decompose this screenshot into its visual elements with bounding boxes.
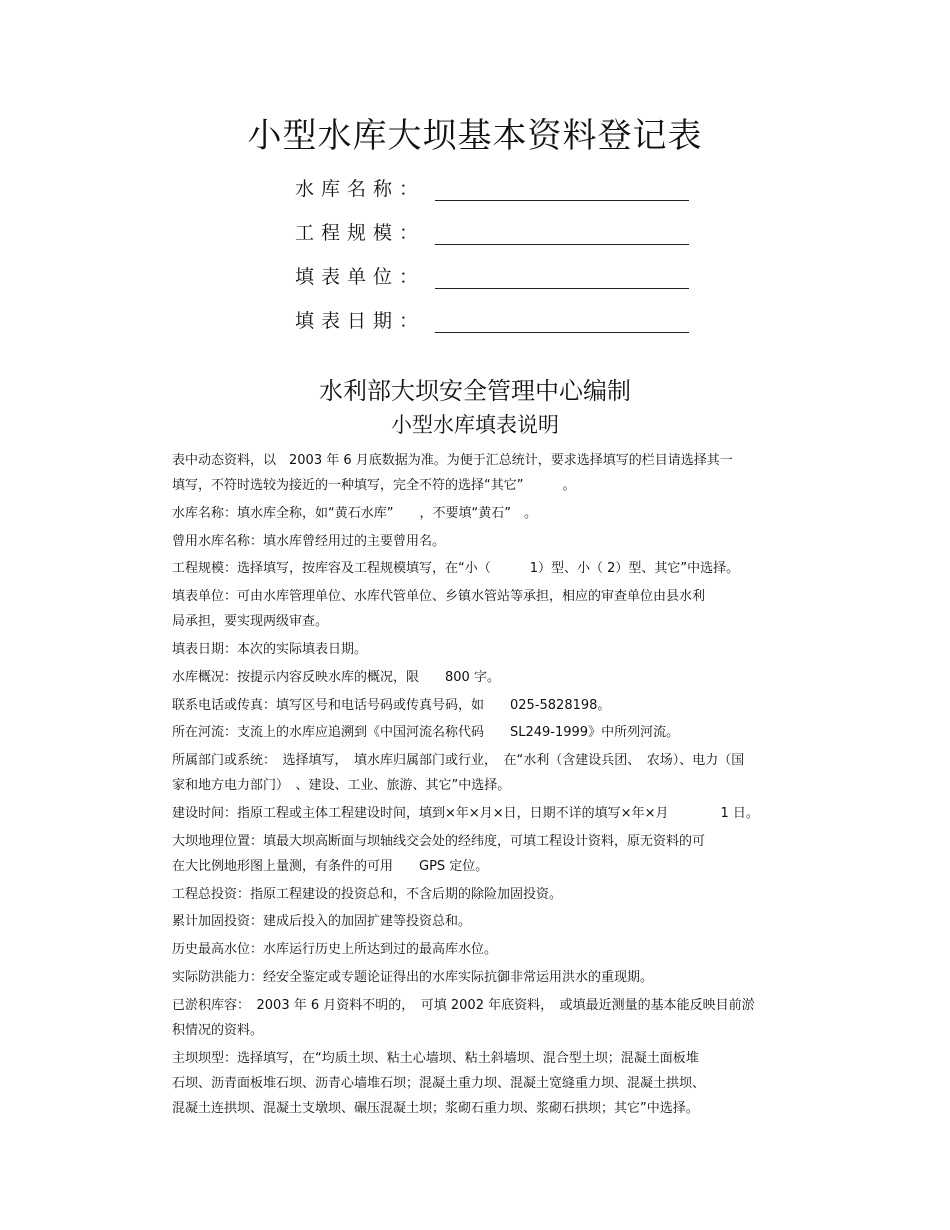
instruction-paragraph xyxy=(172,1046,862,1121)
instruction-line: 建设时间：指原工程或主体工程建设时间，填到×年×月×日，日期不详的填写×年×月 1 日。 xyxy=(172,805,759,821)
instruction-line: 所属部门或系统： 选择填写， 填水库归属部门或行业， 在“水利（含建设兵团、 农场）、电力（国 xyxy=(172,753,745,769)
instruction-line: 填写，不符时选较为接近的一种填写，完全不符的选择“其它” 。 xyxy=(172,478,576,493)
instruction-line: 水库概况：按提示内容反映水库的概况，限 800 字。 xyxy=(172,669,500,685)
field-reservoir-name xyxy=(295,174,695,204)
instruction-paragraph xyxy=(172,448,862,498)
field-label: 填表日期： xyxy=(295,310,426,332)
instruction-line: 石坝、沥青面板堆石坝、沥青心墙堆石坝；混凝土重力坝、混凝土宽缝重力坝、混凝土拱坝、 xyxy=(172,1075,706,1091)
instructions-body xyxy=(172,448,862,1123)
instruction-line: 已淤积库容： 2003 年 6 月资料不明的， 可填 2002 年底资料， 或填最近测量的基本能反映目前淤 xyxy=(172,997,755,1013)
instruction-line: 工程总投资：指原工程建设的投资总和，不含后期的除险加固投资。 xyxy=(172,886,563,902)
instruction-paragraph xyxy=(172,501,862,526)
instruction-paragraph xyxy=(172,748,862,798)
instruction-line: 实际防洪能力：经安全鉴定或专题论证得出的水库实际抗御非常运用洪水的重现期。 xyxy=(172,969,654,985)
instruction-line: 局承担，要实现两级审查。 xyxy=(172,614,329,630)
instruction-line: 联系电话或传真：填写区号和电话号码或传真号码，如 025-5828198。 xyxy=(172,697,611,713)
instruction-line: 在大比例地形图上量测，有条件的可用 GPS 定位。 xyxy=(172,858,489,874)
instruction-paragraph xyxy=(172,937,862,962)
instruction-paragraph xyxy=(172,529,862,554)
instruction-paragraph xyxy=(172,829,862,879)
blank-line[interactable] xyxy=(435,288,689,289)
instruction-line: 填表日期：本次的实际填表日期。 xyxy=(172,641,368,657)
blank-line[interactable] xyxy=(435,332,689,333)
instruction-line: 所在河流：支流上的水库应追溯到《中国河流名称代码 SL249-1999》中所列河流。 xyxy=(172,725,680,741)
instruction-paragraph xyxy=(172,965,862,990)
instruction-line: 历史最高水位：水库运行历史上所达到过的最高库水位。 xyxy=(172,942,498,958)
instruction-paragraph xyxy=(172,665,862,690)
instruction-line: 混凝土连拱坝、混凝土支墩坝、碾压混凝土坝；浆砌石重力坝、浆砌石拱坝；其它”中选择。 xyxy=(172,1100,699,1116)
instruction-paragraph xyxy=(172,801,862,826)
instruction-line: 曾用水库名称：填水库曾经用过的主要曾用名。 xyxy=(172,533,446,549)
instruction-line: 表中动态资料，以 2003 年 6 月底数据为准。为便于汇总统计，要求选择填写的栏目请选择其一 xyxy=(172,453,733,468)
instruction-line: 填表单位：可由水库管理单位、水库代管单位、乡镇水管站等承担，相应的审查单位由县水利 xyxy=(172,589,706,605)
instructions-title: 小型水库填表说明 xyxy=(391,413,559,437)
instruction-paragraph xyxy=(172,556,862,581)
blank-line[interactable] xyxy=(435,244,689,245)
instruction-paragraph xyxy=(172,637,862,662)
instruction-line: 积情况的资料。 xyxy=(172,1022,264,1038)
blank-line[interactable] xyxy=(435,200,689,201)
instruction-line: 家和地方电力部门） 、建设、工业、旅游、其它”中选择。 xyxy=(172,778,511,794)
organization-line: 水利部大坝安全管理中心编制 xyxy=(319,377,631,405)
instruction-line: 累计加固投资：建成后投入的加固扩建等投资总和。 xyxy=(172,914,472,930)
instruction-line: 水库名称：填水库全称，如“黄石水库” ，不要填“黄石” 。 xyxy=(172,505,537,521)
instruction-line: 工程规模：选择填写，按库容及工程规模填写，在“小（ 1）型、小（ 2）型、其它”中选择。 xyxy=(172,561,740,577)
field-filling-unit xyxy=(295,262,695,292)
instruction-paragraph xyxy=(172,993,862,1043)
field-label: 水库名称： xyxy=(295,178,426,200)
field-filling-date xyxy=(295,306,695,336)
instruction-paragraph xyxy=(172,693,862,718)
field-label: 填表单位： xyxy=(295,266,426,288)
form-title: 小型水库大坝基本资料登记表 xyxy=(247,116,703,156)
instruction-line: 大坝地理位置：填最大坝高断面与坝轴线交会处的经纬度，可填工程设计资料，原无资料的可 xyxy=(172,833,706,849)
instruction-paragraph xyxy=(172,720,862,745)
instruction-paragraph xyxy=(172,584,862,634)
instruction-paragraph xyxy=(172,909,862,934)
instruction-paragraph xyxy=(172,882,862,907)
field-project-scale xyxy=(295,218,695,248)
instruction-line: 主坝坝型：选择填写，在“均质土坝、粘土心墙坝、粘土斜墙坝、混合型土坝；混凝土面板堆 xyxy=(172,1050,699,1066)
field-label: 工程规模： xyxy=(295,222,426,244)
